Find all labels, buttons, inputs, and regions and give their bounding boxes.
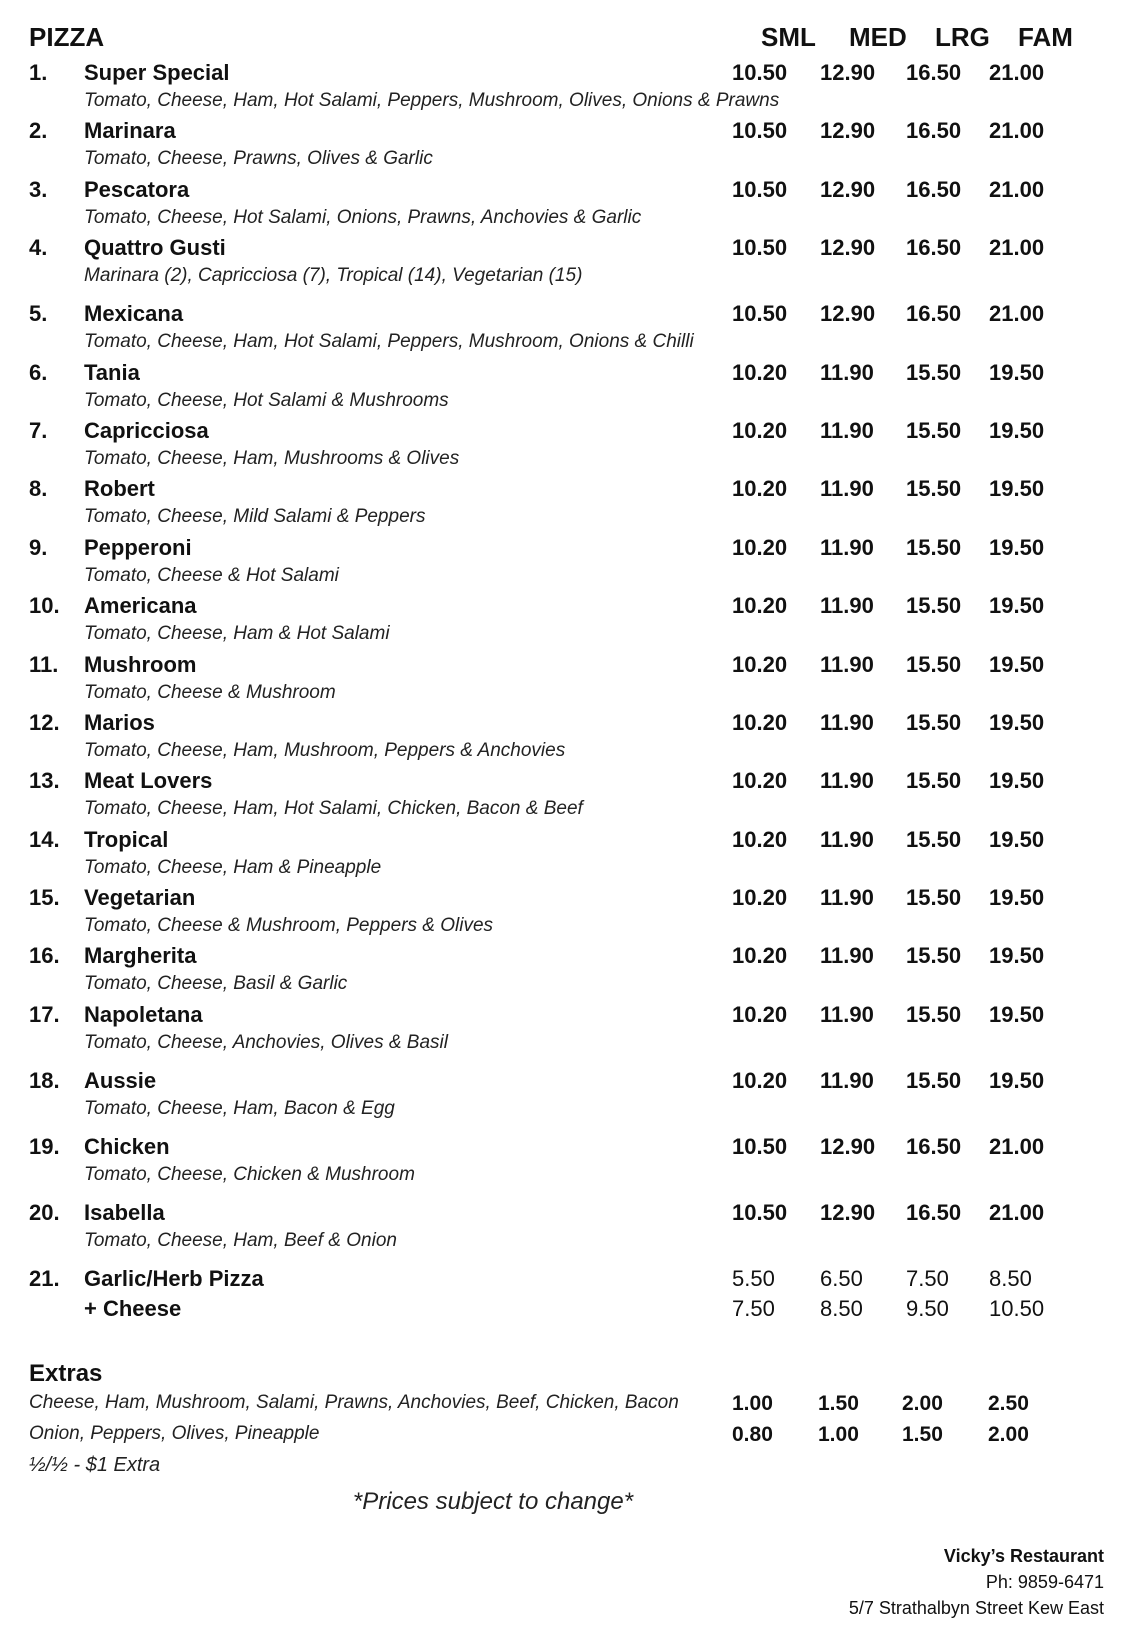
item-name: Robert (84, 476, 155, 502)
item-name: Tropical (84, 826, 169, 852)
item-price-lrg: 15.50 (906, 826, 962, 852)
prices-note-wrap (0, 1488, 1126, 1516)
item-price-sml: 10.20 (732, 709, 788, 735)
extras-price-sml: 1.00 (732, 1392, 773, 1415)
item-price-sml: 10.50 (732, 1199, 788, 1225)
item-name: Super Special (84, 60, 230, 85)
item-description: Tomato, Cheese, Ham, Hot Salami, Chicken, Bacon & Beef (84, 798, 583, 820)
item-price-med: 11.90 (820, 709, 874, 735)
size-header-fam: FAM (1018, 22, 1073, 52)
item-number: 9. (29, 534, 48, 560)
menu-item (0, 173, 1126, 231)
item-number: 14. (29, 826, 60, 852)
item-name: Meat Lovers (84, 768, 213, 794)
item-price-sml: 10.20 (732, 651, 788, 677)
item-price-med: 11.90 (820, 417, 874, 443)
item-price-sml: 10.20 (732, 593, 788, 619)
extras-price-lrg: 2.00 (902, 1392, 943, 1415)
item-price-fam: 19.50 (989, 359, 1045, 385)
menu-item (0, 1064, 1126, 1130)
menu-item (0, 1130, 1126, 1196)
item-price-fam: 19.50 (989, 709, 1045, 735)
item-price-fam: 21.00 (989, 1133, 1045, 1159)
item-number: 11. (29, 651, 59, 677)
item-price-fam: 21.00 (989, 301, 1045, 327)
extras-row-text: Onion, Peppers, Olives, Pineapple (29, 1423, 320, 1444)
item-description: Tomato, Cheese & Mushroom, Peppers & Olives (84, 915, 494, 937)
extras-row (29, 1388, 1126, 1419)
item-price-med: 11.90 (820, 359, 874, 385)
extras-price-sml: 0.80 (732, 1423, 773, 1446)
item-subprice-lrg: 9.50 (906, 1295, 949, 1321)
item-price-sml: 10.50 (732, 60, 788, 85)
item-name: Vegetarian (84, 885, 196, 911)
menu-header (29, 22, 1126, 58)
half-half-note: ½/½ - $1 Extra (29, 1454, 161, 1476)
item-price-med: 12.90 (820, 1133, 876, 1159)
item-description: Tomato, Cheese, Prawns, Olives & Garlic (84, 148, 433, 170)
item-price-med: 11.90 (820, 885, 874, 911)
item-number: 8. (29, 476, 48, 502)
menu-item (0, 764, 1126, 822)
prices-note: *Prices subject to change* (352, 1488, 634, 1515)
item-price-lrg: 16.50 (906, 1133, 962, 1159)
item-price-lrg: 16.50 (906, 301, 962, 327)
item-price-med: 11.90 (820, 1001, 874, 1027)
item-description: Tomato, Cheese, Ham, Bacon & Egg (84, 1097, 395, 1119)
item-price-lrg: 16.50 (906, 235, 962, 261)
item-price-med: 12.90 (820, 1199, 876, 1225)
item-description: Tomato, Cheese, Ham, Mushroom, Peppers & Anchovies (84, 739, 566, 761)
item-subname: + Cheese (84, 1295, 182, 1321)
item-price-sml: 10.20 (732, 1067, 788, 1093)
item-number: 10. (29, 593, 60, 619)
item-name: Chicken (84, 1133, 170, 1159)
item-price-med: 11.90 (820, 593, 874, 619)
item-price-lrg: 15.50 (906, 768, 962, 794)
item-number: 7. (29, 417, 48, 443)
item-number: 6. (29, 359, 48, 385)
item-price-med: 12.90 (820, 176, 876, 202)
item-name: Tania (84, 359, 140, 385)
item-number: 20. (29, 1199, 60, 1225)
item-name: Mushroom (84, 651, 197, 677)
item-name: Garlic/Herb Pizza (84, 1265, 264, 1291)
item-name: Americana (84, 593, 197, 619)
menu-item (0, 297, 1126, 355)
item-name: Isabella (84, 1199, 165, 1225)
item-price-fam: 21.00 (989, 235, 1045, 261)
item-name: Napoletana (84, 1001, 203, 1027)
item-price-med: 6.50 (820, 1265, 863, 1291)
item-price-med: 11.90 (820, 1067, 874, 1093)
item-price-lrg: 15.50 (906, 709, 962, 735)
menu-item (0, 414, 1126, 472)
item-description: Tomato, Cheese, Mild Salami & Peppers (84, 506, 426, 528)
item-number: 16. (29, 943, 60, 969)
menu-item (0, 231, 1126, 297)
item-subprice-sml: 7.50 (732, 1295, 775, 1321)
item-price-fam: 19.50 (989, 943, 1045, 969)
extras-row-text: Cheese, Ham, Mushroom, Salami, Prawns, Anchovies, Beef, Chicken, Bacon (29, 1392, 679, 1413)
item-subprice-med: 8.50 (820, 1295, 863, 1321)
restaurant-info (849, 1543, 1104, 1621)
item-description: Tomato, Cheese, Ham, Hot Salami, Peppers, Mushroom, Onions & Chilli (84, 331, 694, 353)
item-price-lrg: 16.50 (906, 60, 962, 85)
item-description: Tomato, Cheese, Ham, Mushrooms & Olives (84, 447, 460, 469)
item-description: Tomato, Cheese, Anchovies, Olives & Basil (84, 1031, 448, 1053)
item-price-med: 11.90 (820, 943, 874, 969)
item-description: Tomato, Cheese, Basil & Garlic (84, 973, 348, 995)
item-price-lrg: 15.50 (906, 1001, 962, 1027)
item-price-sml: 10.50 (732, 1133, 788, 1159)
item-price-fam: 19.50 (989, 826, 1045, 852)
item-description: Tomato, Cheese, Hot Salami & Mushrooms (84, 389, 449, 411)
item-number: 17. (29, 1001, 60, 1027)
extras-price-med: 1.00 (818, 1423, 859, 1446)
item-price-fam: 19.50 (989, 768, 1045, 794)
item-price-fam: 19.50 (989, 1067, 1045, 1093)
item-price-med: 11.90 (820, 768, 874, 794)
item-price-fam: 19.50 (989, 417, 1045, 443)
restaurant-phone: Ph: 9859-6471 (985, 1572, 1104, 1592)
size-header-sml: SML (761, 22, 816, 52)
item-name: Marios (84, 709, 155, 735)
item-number: 15. (29, 885, 60, 911)
item-number: 4. (29, 235, 48, 261)
item-price-fam: 21.00 (989, 1199, 1045, 1225)
size-header-med: MED (849, 22, 907, 52)
menu-item (0, 823, 1126, 881)
menu-item (0, 589, 1126, 647)
item-number: 5. (29, 301, 48, 327)
menu-item (0, 939, 1126, 997)
item-subprice-fam: 10.50 (989, 1295, 1045, 1321)
item-description: Tomato, Cheese, Ham & Pineapple (84, 856, 382, 878)
extras-section (29, 1360, 1126, 1484)
menu-item (0, 531, 1126, 589)
item-number: 13. (29, 768, 60, 794)
item-name: Margherita (84, 943, 197, 969)
item-price-med: 12.90 (820, 235, 876, 261)
item-price-med: 11.90 (820, 476, 874, 502)
item-price-sml: 10.20 (732, 1001, 788, 1027)
item-price-lrg: 15.50 (906, 943, 962, 969)
extras-title: Extras (29, 1360, 103, 1387)
item-price-sml: 10.20 (732, 885, 788, 911)
item-price-sml: 10.20 (732, 417, 788, 443)
item-price-sml: 10.50 (732, 301, 788, 327)
item-price-lrg: 7.50 (906, 1265, 949, 1291)
item-price-sml: 10.50 (732, 176, 788, 202)
item-price-lrg: 16.50 (906, 1199, 962, 1225)
pizza-list (0, 56, 1126, 1326)
item-price-sml: 10.20 (732, 534, 788, 560)
item-price-sml: 10.20 (732, 768, 788, 794)
item-price-lrg: 16.50 (906, 118, 962, 144)
item-number: 2. (29, 118, 48, 144)
item-price-med: 11.90 (820, 826, 874, 852)
section-title: PIZZA (29, 22, 105, 52)
item-price-med: 12.90 (820, 301, 876, 327)
item-price-sml: 10.20 (732, 943, 788, 969)
item-name: Pepperoni (84, 534, 192, 560)
item-price-lrg: 15.50 (906, 359, 962, 385)
item-price-lrg: 15.50 (906, 1067, 962, 1093)
item-price-lrg: 16.50 (906, 176, 962, 202)
item-price-lrg: 15.50 (906, 593, 962, 619)
item-description: Tomato, Cheese & Hot Salami (84, 564, 339, 586)
item-price-fam: 21.00 (989, 176, 1045, 202)
menu-item (0, 881, 1126, 939)
item-price-fam: 19.50 (989, 651, 1045, 677)
item-price-fam: 21.00 (989, 118, 1045, 144)
item-description: Tomato, Cheese, Ham, Beef & Onion (84, 1229, 397, 1251)
item-price-fam: 21.00 (989, 60, 1045, 85)
item-description: Tomato, Cheese & Mushroom (84, 681, 336, 703)
menu-item-garlic (0, 1262, 1126, 1326)
item-price-lrg: 15.50 (906, 534, 962, 560)
extras-price-fam: 2.00 (988, 1423, 1029, 1446)
item-description: Tomato, Cheese, Hot Salami, Onions, Prawns, Anchovies & Garlic (84, 206, 642, 228)
item-price-sml: 10.50 (732, 118, 788, 144)
item-number: 21. (29, 1265, 60, 1291)
item-price-sml: 10.20 (732, 826, 788, 852)
item-price-lrg: 15.50 (906, 476, 962, 502)
restaurant-name: Vicky’s Restaurant (943, 1546, 1104, 1566)
item-price-fam: 19.50 (989, 593, 1045, 619)
item-number: 19. (29, 1133, 60, 1159)
menu-item (0, 56, 1126, 114)
item-description: Tomato, Cheese, Chicken & Mushroom (84, 1163, 415, 1185)
item-description: Tomato, Cheese, Ham, Hot Salami, Peppers, Mushroom, Olives, Onions & Prawns (84, 90, 780, 111)
menu-item (0, 472, 1126, 530)
item-price-lrg: 15.50 (906, 417, 962, 443)
item-price-sml: 10.20 (732, 359, 788, 385)
item-number: 18. (29, 1067, 60, 1093)
item-price-med: 12.90 (820, 60, 876, 85)
extras-price-lrg: 1.50 (902, 1423, 943, 1446)
item-name: Marinara (84, 118, 176, 144)
item-number: 12. (29, 709, 60, 735)
menu-item (0, 114, 1126, 172)
item-name: Capricciosa (84, 417, 209, 443)
item-price-fam: 19.50 (989, 1001, 1045, 1027)
restaurant-address: 5/7 Strathalbyn Street Kew East (848, 1598, 1104, 1618)
item-number: 1. (29, 60, 48, 85)
item-name: Quattro Gusti (84, 235, 226, 261)
item-price-med: 11.90 (820, 534, 874, 560)
menu-item (0, 706, 1126, 764)
item-price-lrg: 15.50 (906, 885, 962, 911)
item-price-sml: 10.20 (732, 476, 788, 502)
item-price-sml: 5.50 (732, 1265, 775, 1291)
item-price-sml: 10.50 (732, 235, 788, 261)
item-price-med: 11.90 (820, 651, 874, 677)
item-name: Pescatora (84, 176, 190, 202)
item-description: Marinara (2), Capricciosa (7), Tropical (14), Vegetarian (15) (84, 265, 583, 287)
item-name: Mexicana (84, 301, 184, 327)
item-price-fam: 8.50 (989, 1265, 1032, 1291)
item-number: 3. (29, 176, 48, 202)
item-name: Aussie (84, 1067, 157, 1093)
item-price-fam: 19.50 (989, 885, 1045, 911)
menu-item (0, 998, 1126, 1064)
size-header-lrg: LRG (935, 22, 990, 52)
item-price-lrg: 15.50 (906, 651, 962, 677)
item-price-fam: 19.50 (989, 476, 1045, 502)
extras-row (29, 1419, 1126, 1450)
menu-item (0, 356, 1126, 414)
item-description: Tomato, Cheese, Ham & Hot Salami (84, 623, 390, 645)
menu-item (0, 648, 1126, 706)
extras-price-fam: 2.50 (988, 1392, 1029, 1415)
menu-item (0, 1196, 1126, 1262)
extras-price-med: 1.50 (818, 1392, 859, 1415)
item-price-med: 12.90 (820, 118, 876, 144)
item-price-fam: 19.50 (989, 534, 1045, 560)
